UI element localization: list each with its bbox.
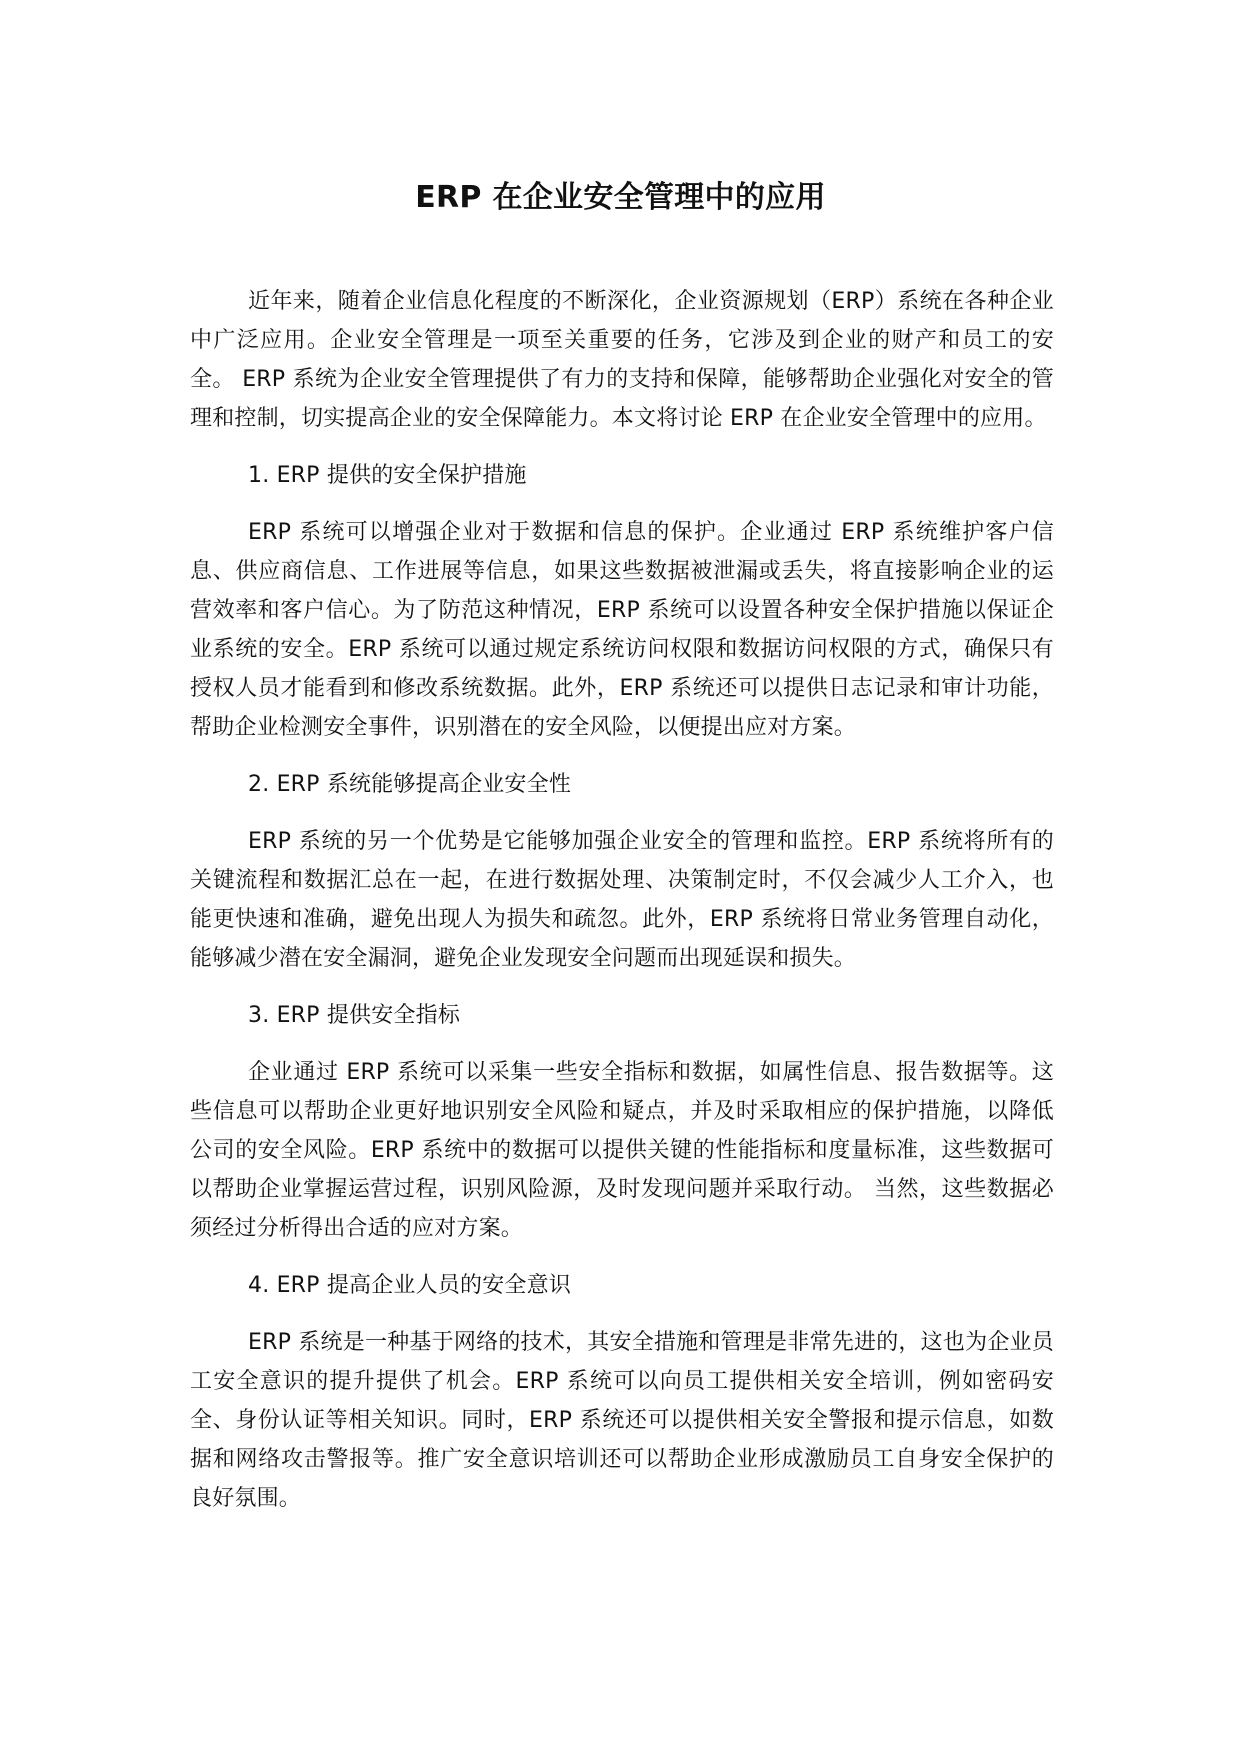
section-heading: 2. ERP 系统能够提高企业安全性 [248,772,572,797]
section-paragraph: ERP 系统可以增强企业对于数据和信息的保护。企业通过 ERP 系统维护客户信息、供应商信息、工作进展等信息，如果这些数据被泄漏或丢失，将直接影响企业的运营效率和客户信心。为了防范这种情况，ERP 系统可以设置各种安全保护措施以保证企业系统的安全。ERP 系统可以通过规定系统访问权限和数据访问权限的方式，确保只有授权人员才能看到和修改系统数据。此外，ERP 系统还可以提供日志记录和审计功能，帮助企业检测安全事件，识别潜在的安全风险，以便提出应对方案。 [190,520,1054,740]
section-paragraph: 企业通过 ERP 系统可以采集一些安全指标和数据，如属性信息、报告数据等。这些信息可以帮助企业更好地识别安全风险和疑点，并及时采取相应的保护措施，以降低公司的安全风险。ERP 系统中的数据可以提供关键的性能指标和度量标准，这些数据可以帮助企业掌握运营过程，识别风险源，及时发现问题并采取行动。 当然，这些数据必须经过分析得出合适的应对方案。 [190,1060,1054,1241]
document-title: ERP 在企业安全管理中的应用 [415,180,826,215]
section-heading: 3. ERP 提供安全指标 [248,1003,461,1028]
spacer [190,1305,1054,1323]
spacer [190,747,1054,765]
section-heading: 4. ERP 提高企业人员的安全意识 [248,1273,572,1298]
intro-paragraph: 近年来，随着企业信息化程度的不断深化，企业资源规划（ERP）系统在各种企业中广泛应用。企业安全管理是一项至关重要的任务，它涉及到企业的财产和员工的安全。 ERP 系统为企业安全管理提供了有力的支持和保障，能够帮助企业强化对安全的管理和控制，切实提高企业的安全保障能力。本文将讨论 ERP 在企业安全管理中的应用。 [190,289,1054,431]
spacer [190,978,1054,996]
spacer [190,804,1054,822]
section-heading: 1. ERP 提供的安全保护措施 [248,463,527,488]
spacer [190,495,1054,513]
spacer [190,1248,1054,1266]
section-paragraph: ERP 系统的另一个优势是它能够加强企业安全的管理和监控。ERP 系统将所有的关键流程和数据汇总在一起，在进行数据处理、决策制定时，不仅会减少人工介入，也能更快速和准确，避免出现人为损失和疏忽。此外，ERP 系统将日常业务管理自动化，能够减少潜在安全漏洞，避免企业发现安全问题而出现延误和损失。 [190,829,1054,971]
document-body [190,282,1054,1518]
section-paragraph: ERP 系统是一种基于网络的技术，其安全措施和管理是非常先进的，这也为企业员工安全意识的提升提供了机会。ERP 系统可以向员工提供相关安全培训，例如密码安全、身份认证等相关知识。同时，ERP 系统还可以提供相关安全警报和提示信息，如数据和网络攻击警报等。推广安全意识培训还可以帮助企业形成激励员工自身安全保护的良好氛围。 [190,1330,1054,1511]
spacer [190,438,1054,456]
spacer [190,1035,1054,1053]
